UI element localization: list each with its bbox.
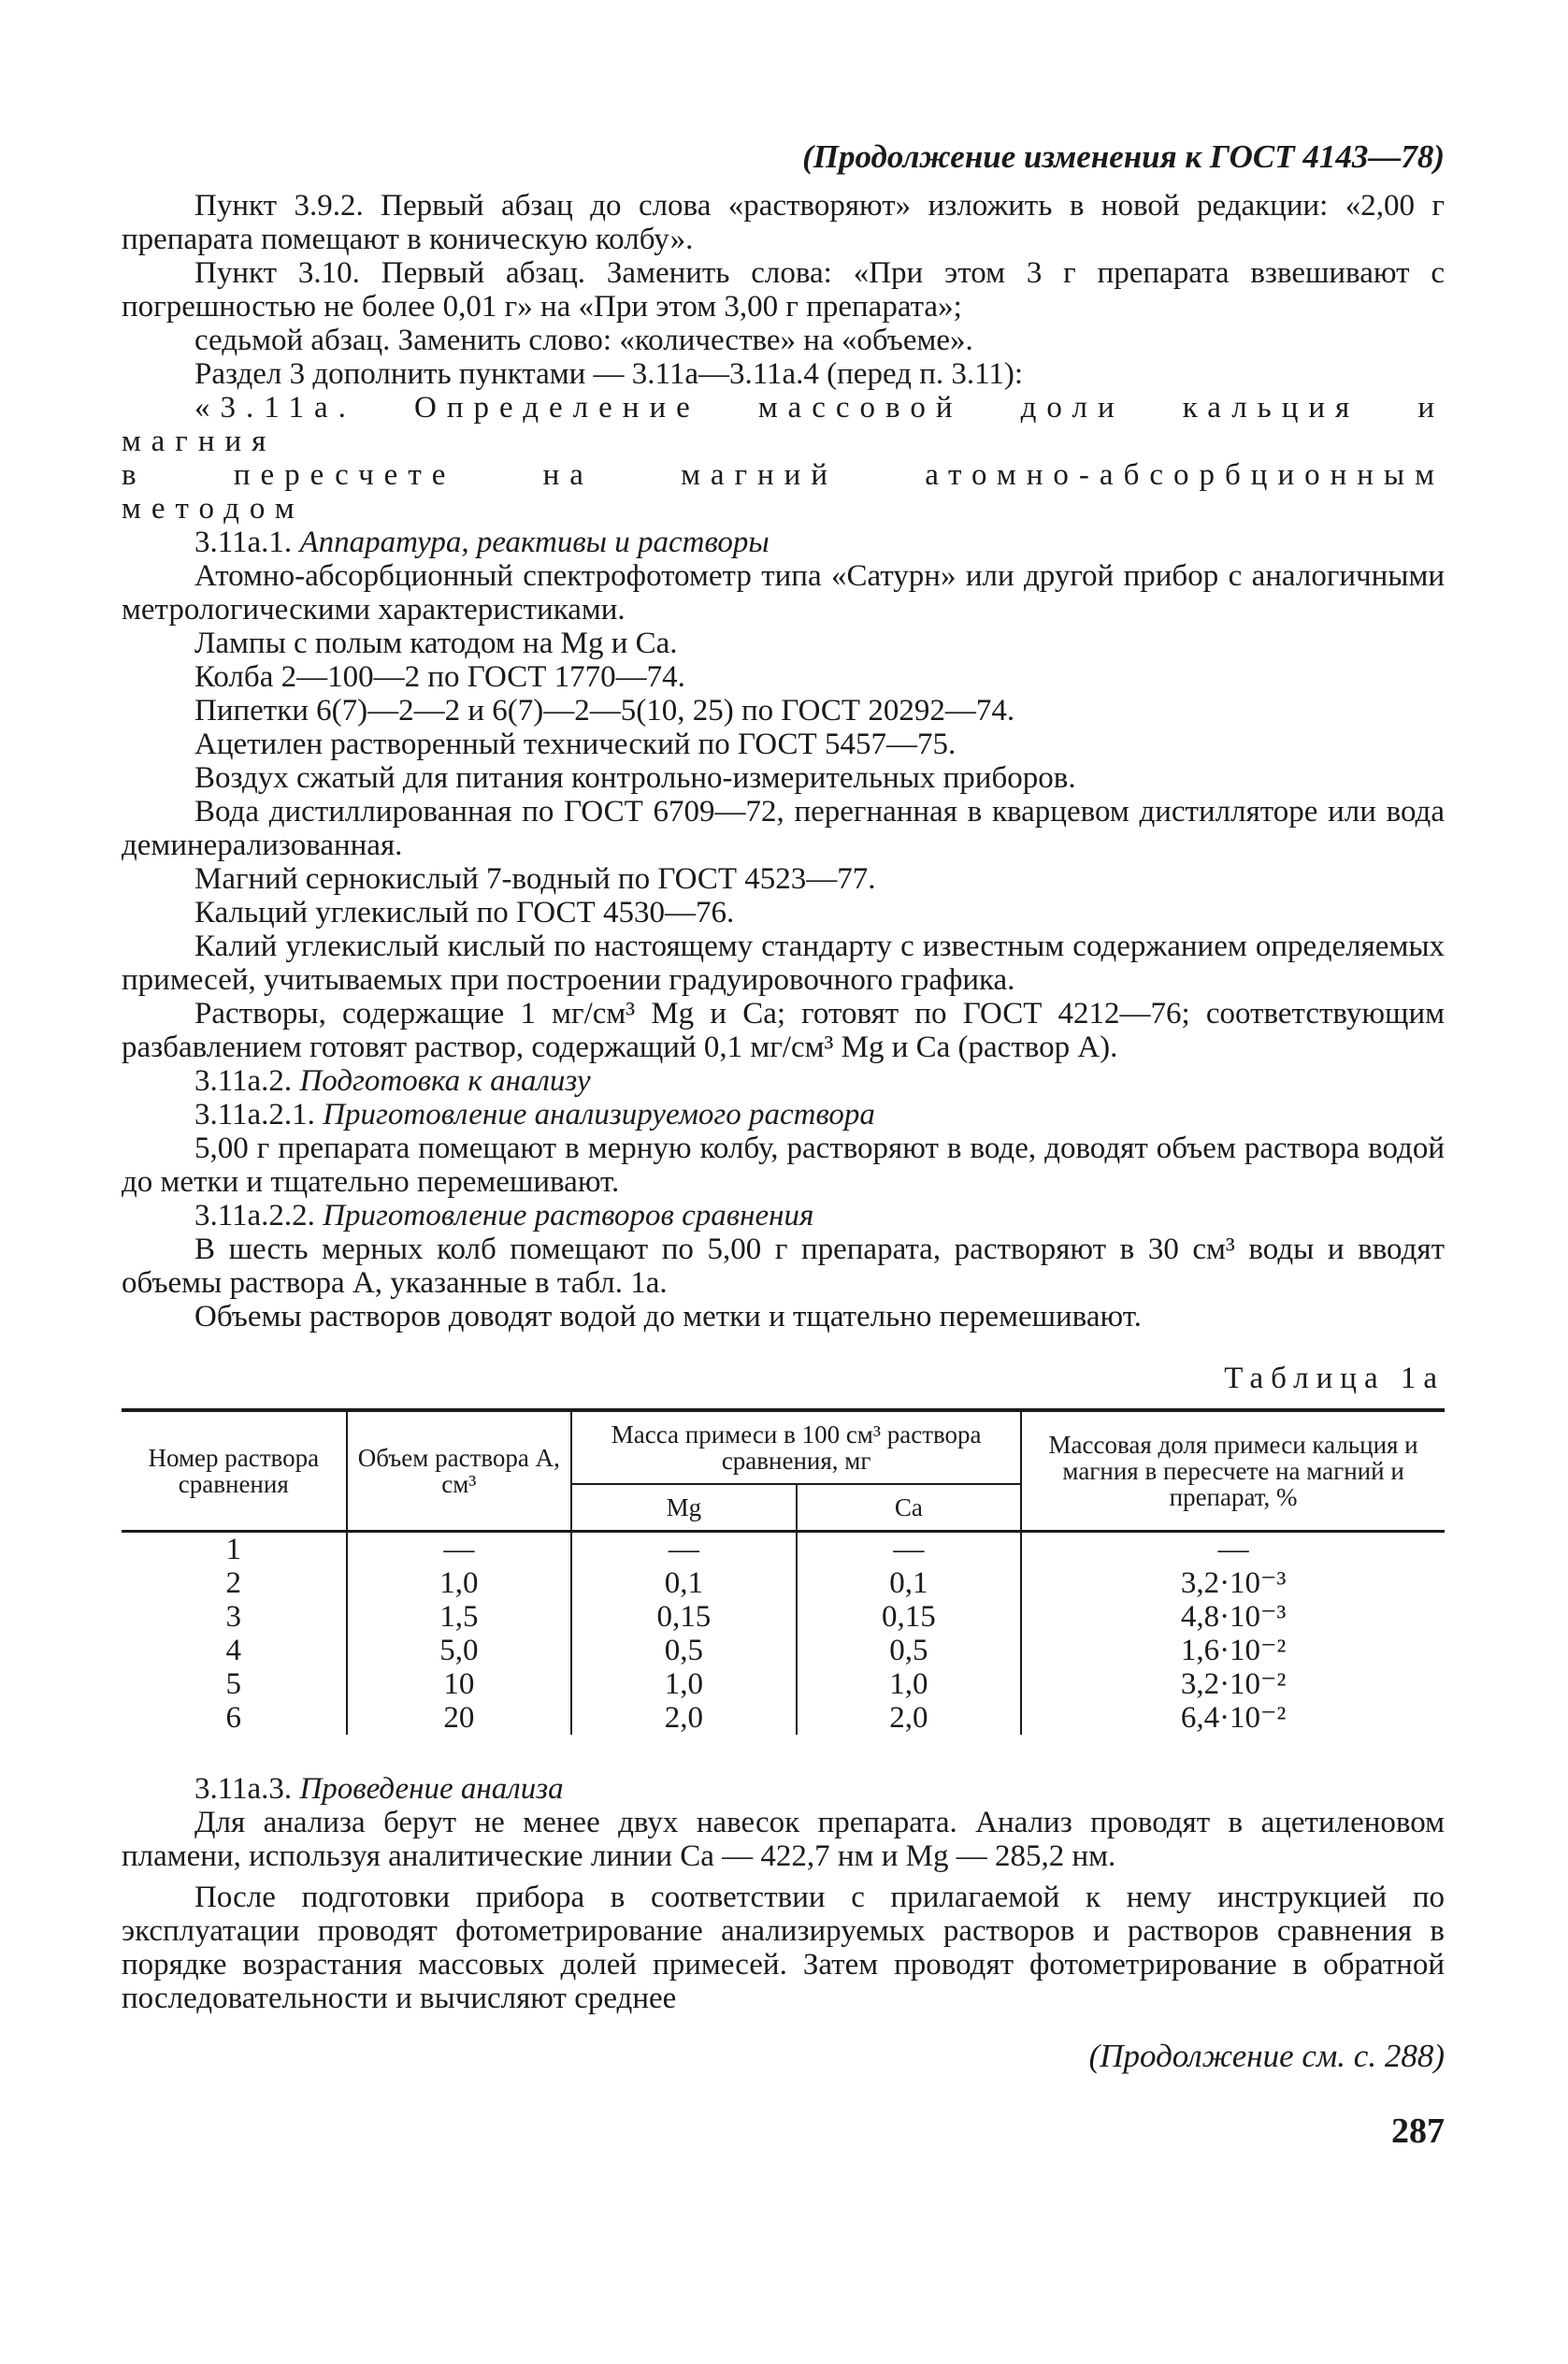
cell-solution-number: 1 <box>225 1533 242 1566</box>
cell-mg: 0,15 <box>571 1600 797 1634</box>
section-heading-line-1: «3.11а. Определение массовой доли кальция и магния <box>122 391 1445 458</box>
subsection-number: 3.11а.2.1. <box>194 1098 315 1132</box>
table-row <box>122 1667 1445 1701</box>
paragraph: 5,00 г препарата помещают в мерную колбу, растворяют в воде, доводят объем раствора водой до метки и тщательно перемешивают. <box>122 1132 1445 1199</box>
subsection-heading <box>122 1772 1445 1806</box>
spacer <box>122 1735 1445 1772</box>
subsection-heading <box>122 1199 1445 1232</box>
header-ca: Са <box>797 1484 1022 1532</box>
paragraph: Колба 2—100—2 по ГОСТ 1770—74. <box>194 660 685 694</box>
cell-ca: 2,0 <box>797 1701 1022 1735</box>
section-heading-line-2: в пересчете на магний атомно-абсорбционным методом <box>122 458 1445 526</box>
paragraph: Пункт 3.10. Первый абзац. Заменить слова: «При этом 3 г препарата взвешивают с погрешностью не более 0,01 г» на «При этом 3,00 г препарата»; <box>122 256 1445 324</box>
subsection-title: Аппаратура, реактивы и растворы <box>299 526 770 559</box>
cell-ca: 0,5 <box>797 1634 1022 1667</box>
header-mg: Mg <box>571 1484 797 1532</box>
spacer <box>122 1873 1445 1881</box>
paragraph: Магний сернокислый 7-водный по ГОСТ 4523—77. <box>194 862 876 896</box>
header-volume: Объем раствора А, см³ <box>347 1410 572 1532</box>
cell-mg: 2,0 <box>571 1701 797 1735</box>
table-body <box>122 1532 1445 1736</box>
paragraph: Ацетилен растворенный технический по ГОСТ 5457—75. <box>194 728 957 761</box>
paragraph: Калий углекислый кислый по настоящему стандарту с известным содержанием определяемых примесей, учитываемых при построении градуировочного графика. <box>122 930 1445 997</box>
cell-volume: 1,5 <box>347 1600 572 1634</box>
paragraph: Атомно-абсорбционный спектрофотометр типа «Сатурн» или другой прибор с аналогичными метрологическими характеристиками. <box>122 559 1445 627</box>
table-row <box>122 1532 1445 1567</box>
cell-solution-number: 3 <box>225 1600 242 1634</box>
cell-mg: — <box>571 1532 797 1567</box>
subsection-number: 3.11а.1. <box>194 526 293 559</box>
paragraph: В шесть мерных колб помещают по 5,00 г препарата, растворяют в 30 см³ воды и вводят объемы раствора А, указанные в табл. 1а. <box>122 1232 1445 1300</box>
cell-volume: 20 <box>347 1701 572 1735</box>
cell-mass-fraction: — <box>1021 1532 1445 1567</box>
cell-solution-number: 5 <box>225 1667 242 1701</box>
subsection-number: 3.11а.2.2. <box>194 1199 315 1232</box>
paragraph: Пипетки 6(7)—2—2 и 6(7)—2—5(10, 25) по ГОСТ 20292—74. <box>194 694 1015 728</box>
cell-mass-fraction: 1,6·10⁻² <box>1021 1634 1445 1667</box>
table-row <box>122 1566 1445 1600</box>
subsection-title: Приготовление анализируемого раствора <box>323 1098 875 1132</box>
paragraph: Кальций углекислый по ГОСТ 4530—76. <box>194 896 735 930</box>
page-number: 287 <box>1391 2112 1445 2151</box>
subsection-heading <box>122 526 1445 559</box>
subsection-heading <box>122 1064 1445 1098</box>
header-impurity-mass: Масса примеси в 100 см³ раствора сравнения, мг <box>571 1410 1021 1484</box>
continuation-note: (Продолжение см. с. 288) <box>1088 2038 1445 2074</box>
paragraph: Для анализа берут не менее двух навесок препарата. Анализ проводят в ацетиленовом пламени, используя аналитические линии Са — 422,7 нм и Mg — 285,2 нм. <box>122 1806 1445 1873</box>
cell-mg: 0,1 <box>571 1566 797 1600</box>
cell-mass-fraction: 3,2·10⁻² <box>1021 1667 1445 1701</box>
data-table <box>122 1408 1445 1735</box>
table-row <box>122 1634 1445 1667</box>
cell-mass-fraction: 3,2·10⁻³ <box>1021 1566 1445 1600</box>
cell-mass-fraction: 4,8·10⁻³ <box>1021 1600 1445 1634</box>
running-header: (Продолжение изменения к ГОСТ 4143—78) <box>802 138 1445 175</box>
cell-ca: 1,0 <box>797 1667 1022 1701</box>
paragraph: После подготовки прибора в соответствии с прилагаемой к нему инструкцией по эксплуатации проводят фотометрирование анализируемых растворов и растворов сравнения в порядке возрастания массовых долей примесей. Затем проводят фотометрирование в обратной последовательности и вычисляют среднее <box>122 1881 1445 2015</box>
subsection-title: Подготовка к анализу <box>299 1064 591 1098</box>
cell-ca: 0,15 <box>797 1600 1022 1634</box>
cell-mg: 0,5 <box>571 1634 797 1667</box>
header-solution-number: Номер раствора сравнения <box>122 1410 347 1532</box>
page-content <box>122 138 1445 2151</box>
cell-volume: 1,0 <box>347 1566 572 1600</box>
paragraph: Вода дистиллированная по ГОСТ 6709—72, перегнанная в кварцевом дистилляторе или вода деминерализованная. <box>122 795 1445 862</box>
cell-volume: 5,0 <box>347 1634 572 1667</box>
paragraph: Воздух сжатый для питания контрольно-измерительных приборов. <box>194 761 1076 795</box>
table-row <box>122 1701 1445 1735</box>
table-caption: Таблица 1а <box>1224 1362 1445 1395</box>
paragraph: Объемы растворов доводят водой до метки и тщательно перемешивают. <box>194 1300 1142 1333</box>
header-mass-fraction: Массовая доля примеси кальция и магния в пересчете на магний и препарат, % <box>1021 1410 1445 1532</box>
subsection-title: Приготовление растворов сравнения <box>323 1199 814 1232</box>
cell-solution-number: 2 <box>225 1566 242 1600</box>
cell-mg: 1,0 <box>571 1667 797 1701</box>
table-row <box>122 1600 1445 1634</box>
subsection-heading <box>122 1098 1445 1132</box>
paragraph: Пункт 3.9.2. Первый абзац до слова «растворяют» изложить в новой редакции: «2,00 г препарата помещают в коническую колбу». <box>122 189 1445 256</box>
cell-solution-number: 4 <box>225 1634 242 1667</box>
cell-volume: 10 <box>347 1667 572 1701</box>
paragraph: Раздел 3 дополнить пунктами — 3.11а—3.11а.4 (перед п. 3.11): <box>194 357 1024 391</box>
cell-ca: 0,1 <box>797 1566 1022 1600</box>
cell-solution-number: 6 <box>225 1701 242 1735</box>
paragraph: седьмой абзац. Заменить слово: «количестве» на «объеме». <box>194 324 973 357</box>
cell-mass-fraction: 6,4·10⁻² <box>1021 1701 1445 1735</box>
paragraph: Растворы, содержащие 1 мг/см³ Mg и Са; готовят по ГОСТ 4212—76; соответствующим разбавлением готовят раствор, содержащий 0,1 мг/см³ Mg и Са (раствор А). <box>122 997 1445 1064</box>
subsection-number: 3.11а.2. <box>194 1064 293 1098</box>
cell-ca: — <box>797 1532 1022 1567</box>
subsection-title: Проведение анализа <box>299 1772 564 1806</box>
paragraph: Лампы с полым катодом на Mg и Са. <box>194 627 678 660</box>
subsection-number: 3.11а.3. <box>194 1772 293 1806</box>
cell-volume: — <box>347 1532 572 1567</box>
